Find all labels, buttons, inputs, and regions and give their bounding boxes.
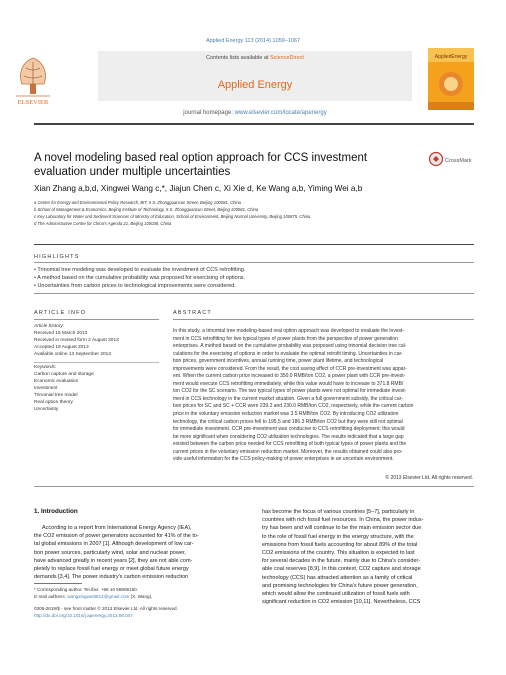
paragraph-line: emissions from fossil fuels accounting for about 89% of the total [262, 541, 418, 548]
section-heading-introduction: 1. Introduction [34, 508, 78, 515]
paragraph-line: for several decades in the future, mainly due to China's consider- [262, 558, 421, 565]
highlight-item: • A method based on the cumulative probability was proposed for exercising of options. [34, 275, 246, 281]
keywords-rule [34, 362, 159, 363]
homepage-link[interactable]: www.elsevier.com/locate/apenergy [234, 110, 327, 116]
elsevier-logo [8, 54, 58, 106]
paragraph-line: and promising technologies for China's future power generation, [262, 582, 418, 589]
paragraph-line: countries with rich fossil fuel resources. In China, the power indus- [262, 517, 424, 524]
divider-rule [34, 244, 474, 245]
header-rule [34, 123, 474, 125]
corresponding-author-note: * Corresponding author. Tel./fax: +86 10 58808150. [34, 587, 138, 592]
journal-banner [98, 51, 412, 101]
crossmark-label: CrossMark [445, 158, 472, 164]
keyword-item: Carbon capture and storage [34, 372, 94, 377]
highlights-bottom-rule [34, 293, 474, 294]
history-item: Received in revised form 2 August 2013 [34, 338, 119, 343]
keywords-label: Keywords: [34, 365, 57, 370]
crossmark-badge[interactable] [428, 150, 474, 170]
keyword-item: Trinomial tree model [34, 393, 78, 398]
journal-homepage-line: journal homepage: www.elsevier.com/locate/apenergy [183, 110, 327, 116]
history-item: Accepted 19 August 2013 [34, 345, 89, 350]
history-item: Available online 13 September 2013 [34, 352, 111, 357]
keyword-item: Investment [34, 386, 58, 391]
journal-cover-thumbnail[interactable] [428, 48, 474, 110]
paragraph-line: CO2 emissions of the country. This situation is expected to last [262, 550, 415, 557]
abstract-heading: ABSTRACT [173, 310, 212, 316]
paragraph-line: which would allow the continued utilization of fossil fuels with [262, 591, 410, 598]
issn-line: 0306-2619/$ - see front matter © 2013 Elsevier Ltd. All rights reserved. [34, 606, 178, 611]
keyword-item: Economic evaluation [34, 379, 79, 384]
paragraph-line: the CO2 emission of power generators accounted for 41% of the to- [34, 533, 199, 540]
paragraph-line: tal global emissions in 2007 [1]. Although development of low car- [34, 541, 194, 548]
highlight-item: • Trinomial tree modeling was developed to evaluate the investment of CCS retrofitting. [34, 267, 246, 273]
author-list: Xian Zhang a,b,d, Xingwei Wang c,*, Jiajun Chen c, Xi Xie d, Ke Wang a,b, Yiming Wei a,b [34, 184, 363, 193]
intro-right-column [262, 508, 475, 606]
sciencedirect-link[interactable]: ScienceDirect [269, 55, 304, 61]
paragraph-line: have advanced greatly in recent years [2], they are not able com- [34, 557, 193, 564]
keyword-item: Uncertainty [34, 407, 59, 412]
journal-name: Applied Energy [217, 79, 293, 91]
intro-left-column [34, 524, 247, 581]
paragraph-line: demands [3,4]. The power industry's carbon emission reduction [34, 574, 189, 581]
journal-citation[interactable]: Applied Energy 113 (2014) 1059–1067 [205, 38, 301, 44]
highlights-rule [34, 262, 474, 263]
article-title: A novel modeling based real option approach for CCS investment evaluation under multiple uncertainties [34, 152, 368, 178]
email-line: E-mail address: wangxingwei0812@gmail.com (X. Wang). [34, 594, 153, 599]
highlight-item: • Uncertainties from carbon prices to technological improvements were considered. [34, 283, 236, 289]
paragraph-line: has become the focus of various countries [5–7], particularly in [262, 509, 415, 515]
email-link[interactable]: wangxingwei0812@gmail.com [67, 594, 130, 599]
paragraph-line: significant reduction in CO2 emission [10,11]. Nevertheless, CCS [262, 599, 421, 606]
history-item: Received 15 March 2013 [34, 331, 88, 336]
history-label: Article history: [34, 324, 65, 329]
affiliation-a: a Center for Energy and Environmental Policy Research, BIT, 5 S. Zhongguancun Street, Beijing 100081, China [34, 200, 242, 205]
affiliation-d: d The Administrative Centre for China's Agenda 21, Beijing 100038, China [34, 221, 172, 226]
affiliation-b: b School of Management & Economics, Beijing Institute of Technology, 5 S. Zhongguancun Street, Beijing 100081, China [34, 207, 259, 212]
cover-title: AppliedEnergy [434, 54, 468, 60]
keyword-item: Real option theory [34, 400, 73, 405]
abstract-rule [173, 319, 474, 320]
footnote-rule [34, 583, 82, 584]
contents-available-line: Contents lists available at ScienceDirect [206, 55, 304, 61]
publisher-logo-text: ELSEVIER [17, 99, 49, 106]
copyright-notice: © 2013 Elsevier Ltd. All rights reserved. [385, 475, 473, 481]
affiliation-c: c Key Laboratory for Water and Sediment Sciences of Ministry of Education, School of Environment, Beijing Normal University, Beijing 100875, China [34, 214, 311, 219]
article-info-heading: ARTICLE INFO [34, 310, 87, 316]
paragraph-line: try has been and will continue to be the main emission sector due [262, 525, 422, 532]
paragraph-line: technology (CCS) has attracted attention as a family of critical [262, 574, 413, 581]
paragraph-line: bon power sources, particularly wind, solar and nuclear power, [34, 549, 186, 556]
article-info-rule [34, 319, 159, 320]
highlights-heading: HIGHLIGHTS [34, 254, 80, 260]
abstract-bottom-rule [34, 486, 474, 487]
doi-link[interactable]: http://dx.doi.org/10.1016/j.apenergy.2013.08.047 [34, 613, 133, 618]
paragraph-line: able coal reserves [8,9]. In this context, CO2 capture and storage [262, 566, 421, 573]
paragraph-line: According to a report from International Energy Agency (IEA), [42, 525, 192, 531]
paragraph-line: pletely to replace fossil fuel energy or meet global future energy [34, 566, 189, 573]
abstract-body: In this study, a trinomial tree modeling-based real option approach was developed to evaluate the invest- ment in CCS retrofitting for two typical types of power plants from the perspective of power generation enterprises. A method based on the cumulative probability was proposed using trinomial decision tree cal- culations for the exercising of options in order to evaluate the optimal retrofit timing. Uncertainties in car- bon prices, government incentives, annual running time, power plant lifetime, and technological improvements were considered. From the result, the cost saving effect of CCR pre-investment was appar- ent. When the current carbon price increased to 350.0 RMB/ton CO2, a power plant with CCR pre-invest- ment would execute CCS retrofitting immediately, while this value would have to increase to 371.8 RMB/ ton CO2 for the SC scenario. The two typical types of power plants were not optimal for immediate invest- ment in CCS technology in the current market situation. Given a full government subsidy, the critical car- bon prices for SC and SC + CCR were 239.2 and 230.0 RMB/ton CO2, respectively, while the current carbon price in the voluntary emission reduction market was 3.5 RMB/ton CO2. By introducing CO2 utilization technology, the critical carbon prices fell to 195.5 and 186.3 RMB/ton CO2 but they were still not optimal for immediate investment. CCR pre-investment was conducive to CCS retrofitting deployment; this would be more significant when considering CO2 utilization technologies. The results indicated that a large gap existed between the carbon price needed for CCS retrofitting of both typical types of power plants and the current prices in the voluntary emission reduction market. Moreover, the results obtained could also pro- vide useful information for the CCS policy-making of power enterprises in an uncertain environment. [173, 328, 414, 463]
paragraph-line: to the role of fossil fuel energy in the energy structure, with the [262, 533, 414, 540]
